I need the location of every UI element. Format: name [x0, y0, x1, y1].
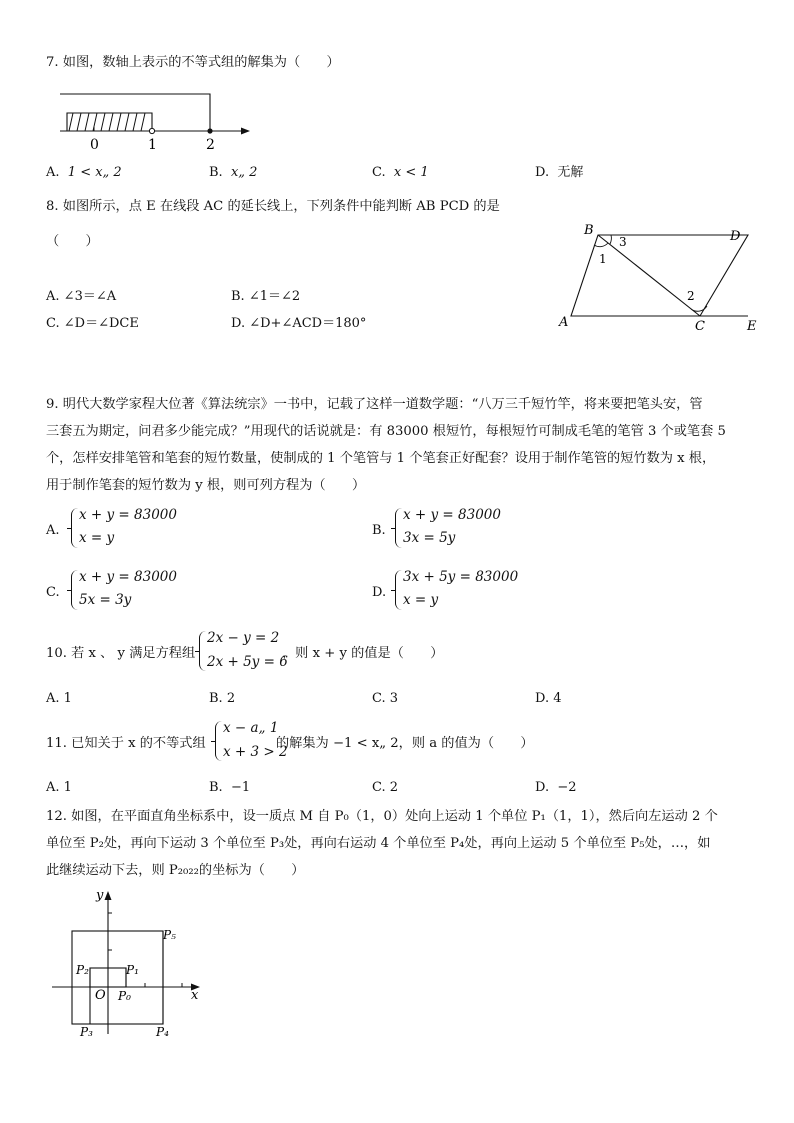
q10-option-a[interactable]	[46, 692, 72, 705]
q12-outer-rect	[72, 931, 163, 1024]
q10-option-d-text: 4	[553, 691, 562, 706]
q7-option-d[interactable]	[535, 166, 583, 179]
q7-axis-arrow	[241, 128, 250, 135]
q8-label-a: A	[559, 315, 569, 330]
q8-parallelogram-figure	[550, 218, 765, 336]
q12-label-p0: P₀	[118, 989, 131, 1003]
q9-option-b-eq1: x + y = 83000	[403, 507, 501, 523]
q10-option-d-letter: D.	[535, 691, 550, 706]
q8-option-c[interactable]	[46, 317, 139, 330]
q11-eq1: x − a„ 1	[223, 720, 279, 736]
q7-option-d-letter: D.	[535, 165, 550, 180]
q8-angle-label-2: 2	[687, 289, 695, 303]
q8-stem: 8. 如图所示，点 E 在线段 AC 的延长线上，下列条件中能判断 AB PCD 的是	[46, 199, 500, 214]
q8-angle-2-arc	[691, 306, 707, 311]
q11-stem-a: 11. 已知关于 x 的不等式组	[46, 736, 206, 751]
q11-eq2: x + 3 > 2	[223, 744, 288, 760]
q10-option-a-letter: A.	[46, 691, 60, 706]
q7-option-a-letter: A.	[46, 165, 60, 180]
q10-stem-a: 10. 若 x 、 y 满足方程组	[46, 646, 196, 661]
q8-label-c: C	[695, 319, 705, 334]
q7-option-c[interactable]	[372, 166, 429, 179]
q12-label-p2: P₂	[76, 963, 89, 977]
q10-option-b-text: 2	[226, 691, 236, 706]
q7-option-b-letter: B.	[209, 165, 223, 180]
q7-option-a-text: 1 < x„ 2	[67, 165, 122, 180]
q8-diagonal-bc	[598, 235, 700, 316]
q8-label-d: D	[730, 229, 741, 244]
q8-angle-label-1: 1	[599, 252, 607, 266]
q8-quadrilateral	[571, 235, 748, 316]
q9-line-4: 用于制作笔套的短竹数为 y 根，则可列方程为（ ）	[46, 478, 366, 493]
q12-label-p5: P₅	[163, 928, 176, 942]
q7-option-b[interactable]	[209, 166, 257, 179]
q9-option-d-eq1: 3x + 5y = 83000	[403, 569, 519, 585]
q11-option-c-letter: C.	[372, 780, 386, 795]
q11-option-b-text: −1	[230, 780, 251, 795]
q7-option-c-letter: C.	[372, 165, 386, 180]
q9-line-3: 个，怎样安排笔管和笔套的短竹数量，使制成的 1 个笔管与 1 个笔套正好配套？设用于制作笔管的短竹数为 x 根，	[46, 451, 716, 466]
q11-option-a-text: 1	[63, 780, 72, 795]
q8-option-a-letter: A.	[46, 289, 60, 304]
q11-option-d[interactable]	[535, 781, 577, 794]
q8-option-a-text: ∠3＝∠A	[63, 289, 117, 304]
q9-option-a-letter: A.	[46, 523, 60, 538]
q10-eq2: 2x + 5y = 6	[207, 654, 288, 670]
q8-option-b-letter: B.	[231, 289, 245, 304]
q11-option-a-letter: A.	[46, 780, 60, 795]
q8-angle-3-arc	[610, 235, 611, 244]
q8-option-d-letter: D.	[231, 316, 246, 331]
q11-option-b[interactable]	[209, 781, 250, 794]
q8-label-e: E	[747, 319, 757, 334]
q7-tick-label-2: 2	[206, 137, 215, 153]
q10-option-b-letter: B.	[209, 691, 223, 706]
q7-number-line-figure	[40, 86, 270, 156]
q9-line-2: 三套五为期定，问君多少能完成？”用现代的话说就是：有 83000 根短竹，每根短竹可制成毛笔的笔管 3 个或笔套 5	[46, 424, 726, 439]
q7-solid-dot	[207, 128, 212, 133]
q12-label-p3: P₃	[80, 1025, 93, 1039]
q10-option-b[interactable]	[209, 692, 235, 705]
q9-option-a-eq1: x + y = 83000	[79, 507, 177, 523]
q12-label-p1: P₁	[126, 963, 139, 977]
q9-option-d-letter: D.	[372, 585, 387, 600]
q11-option-d-text: −2	[557, 780, 577, 795]
q11-option-c-text: 2	[389, 780, 399, 795]
q11-option-d-letter: D.	[535, 780, 550, 795]
q8-option-d[interactable]	[231, 317, 366, 330]
q12-spiral-path	[72, 931, 163, 1024]
q8-option-b-text: ∠1＝∠2	[248, 289, 301, 304]
q9-option-c-letter: C.	[46, 585, 60, 600]
q9-option-c-eq2: 5x = 3y	[79, 592, 132, 608]
q12-coordinate-figure	[40, 884, 220, 1044]
q8-option-a[interactable]	[46, 290, 116, 303]
q12-label-x: x	[191, 988, 199, 1003]
q12-y-axis-arrow	[105, 891, 112, 900]
q7-tick-label-1: 1	[148, 137, 157, 153]
q11-option-c[interactable]	[372, 781, 398, 794]
q8-angle-label-3: 3	[619, 235, 627, 249]
q12-label-p4: P₄	[156, 1025, 169, 1039]
q9-option-b-eq2: 3x = 5y	[403, 530, 456, 546]
q8-option-d-text: ∠D+∠ACD＝180°	[249, 316, 367, 331]
q10-option-c-letter: C.	[372, 691, 386, 706]
q7-stem: 7. 如图，数轴上表示的不等式组的解集为（ ）	[46, 55, 340, 70]
q7-hatch	[69, 113, 145, 131]
q7-option-d-text: 无解	[557, 165, 584, 180]
q7-tick-label-0: 0	[90, 137, 99, 153]
q7-open-dot	[149, 128, 154, 133]
q9-option-b-letter: B.	[372, 523, 386, 538]
q10-stem-b: ，则 x + y 的值是（ ）	[282, 646, 444, 661]
q7-option-c-text: x < 1	[393, 165, 429, 180]
q10-option-c[interactable]	[372, 692, 398, 705]
q12-label-y: y	[96, 888, 104, 903]
q9-option-a-eq2: x = y	[79, 530, 115, 546]
q11-option-b-letter: B.	[209, 780, 223, 795]
q9-option-d-eq2: x = y	[403, 592, 439, 608]
q12-line-3: 此继续运动下去，则 P₂₀₂₂的坐标为（ ）	[46, 863, 305, 878]
q8-angle-1-arc	[594, 243, 608, 247]
q12-line-2: 单位至 P₂处，再向下运动 3 个单位至 P₃处，再向右运动 4 个单位至 P₄处，再向上运动 5 个单位至 P₅处，…，如	[46, 836, 711, 851]
q8-label-b: B	[584, 223, 594, 238]
q10-option-a-text: 1	[63, 691, 72, 706]
q10-option-c-text: 3	[389, 691, 399, 706]
q9-option-c-eq1: x + y = 83000	[79, 569, 177, 585]
q11-stem-b: 的解集为 −1 < x„ 2，则 a 的值为（ ）	[276, 736, 534, 751]
q8-stem-paren: （ ）	[46, 234, 99, 249]
q10-eq1: 2x − y = 2	[207, 630, 280, 646]
q8-option-c-text: ∠D＝∠DCE	[63, 316, 139, 331]
q7-option-a[interactable]	[46, 166, 122, 179]
q9-line-1: 9. 明代大数学家程大位著《算法统宗》一书中，记载了这样一道数学题：“八万三千短竹竿，将来要把笔头安，管	[46, 397, 703, 412]
q11-option-a[interactable]	[46, 781, 72, 794]
q12-line-1: 12. 如图，在平面直角坐标系中，设一质点 M 自 P₀（1，0）处向上运动 1 个单位 P₁（1，1），然后向左运动 2 个	[46, 809, 718, 824]
q8-option-b[interactable]	[231, 290, 300, 303]
q8-option-c-letter: C.	[46, 316, 60, 331]
q12-label-o: O	[95, 988, 106, 1003]
q7-option-b-text: x„ 2	[230, 165, 258, 180]
q10-option-d[interactable]	[535, 692, 562, 705]
